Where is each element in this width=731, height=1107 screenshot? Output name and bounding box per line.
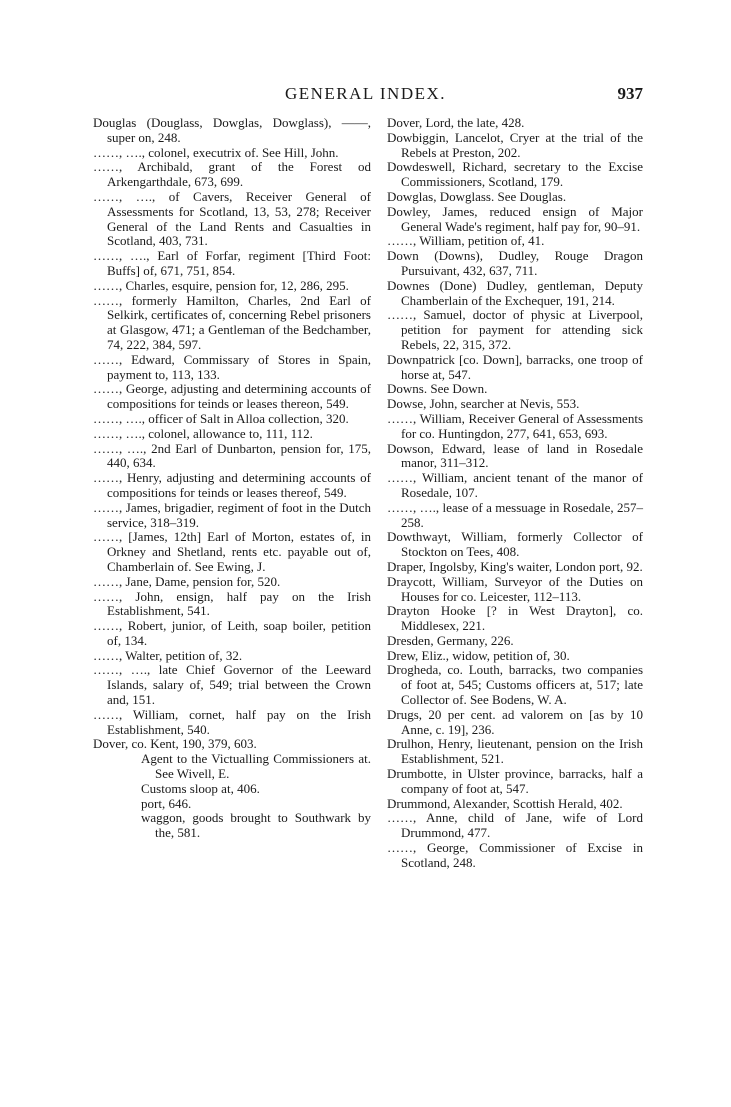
index-entry: Dowglas, Dowglass. See Douglas. <box>387 188 567 204</box>
index-entry: Drumbotte, in Ulster province, barracks, half a company of foot at, 547. <box>387 766 643 796</box>
index-entry: Drogheda, co. Louth, barracks, two companies of foot at, 545; Customs officers at, 517; late Collector of. See Bodens, W. A. <box>387 662 643 708</box>
index-entry: ……, George, Commissioner of Excise in Scotland, 248. <box>387 840 643 870</box>
index-entry: ……, John, ensign, half pay on the Irish Establishment, 541. <box>93 588 371 619</box>
index-entry: Draycott, William, Surveyor of the Duties on Houses for co. Leicester, 112–113. <box>387 573 643 604</box>
index-entry: Drayton Hooke [? in West Drayton], co. Middlesex, 221. <box>387 603 643 634</box>
index-entry: Dowson, Edward, lease of land in Rosedale manor, 311–312. <box>387 440 643 471</box>
index-entry: Douglas (Douglass, Dowglas, Dowglass), ——, super on, 248. <box>93 115 371 145</box>
index-entry: ……, formerly Hamilton, Charles, 2nd Earl of Selkirk, certificates of, concerning Rebel prisoners at Glasgow, 471; a Gentleman of the Bedchamber, 74, 222, 384, 597. <box>93 292 371 352</box>
index-entry: ……, Charles, esquire, pension for, 12, 286, 295. <box>93 277 349 293</box>
index-entry: ……, George, adjusting and determining accounts of compositions for teinds or leases thereon, 549. <box>93 381 371 412</box>
index-entry: ……, …., officer of Salt in Alloa collection, 320. <box>93 410 349 426</box>
index-entry: ……, Anne, child of Jane, wife of Lord Drummond, 477. <box>387 810 643 841</box>
index-subentry: waggon, goods brought to Southwark by the, 581. <box>141 810 371 841</box>
index-entry: ……, [James, 12th] Earl of Morton, estates of, in Orkney and Shetland, rents etc. payable out of, Chamberlain of. See Ewing, J. <box>93 529 371 574</box>
index-entry: Drugs, 20 per cent. ad valorem on [as by 10 Anne, c. 19], 236. <box>387 706 643 737</box>
index-entry: Drew, Eliz., widow, petition of, 30. <box>387 647 570 663</box>
index-entry: ……, William, Receiver General of Assessments for co. Huntingdon, 277, 641, 653, 693. <box>387 410 643 441</box>
index-entry: ……, Henry, adjusting and determining accounts of compositions for teinds or leases thereof, 549. <box>93 470 371 500</box>
index-entry: ……, Archibald, grant of the Forest od Arkengarthdale, 673, 699. <box>93 159 371 190</box>
page-header <box>0 84 731 108</box>
running-title: GENERAL INDEX. <box>284 84 447 103</box>
page-number: 937 <box>617 84 643 103</box>
index-entry: Dowdeswell, Richard, secretary to the Excise Commissioners, Scotland, 179. <box>387 159 643 190</box>
index-entry: ……, William, ancient tenant of the manor of Rosedale, 107. <box>387 470 643 500</box>
index-entry: Downes (Done) Dudley, gentleman, Deputy Chamberlain of the Exchequer, 191, 214. <box>387 277 643 308</box>
index-entry: ……, James, brigadier, regiment of foot in the Dutch service, 318–319. <box>93 499 371 530</box>
index-subentry: port, 646. <box>141 795 192 811</box>
index-entry: Dover, co. Kent, 190, 379, 603. <box>93 736 257 752</box>
index-entry: ……, …., late Chief Governor of the Leeward Islands, salary of, 549; trial between the Crown and, 151. <box>93 662 371 708</box>
index-subentry: Customs sloop at, 406. <box>141 780 260 796</box>
index-entry: ……, …., of Cavers, Receiver General of Assessments for Scotland, 13, 53, 278; Receiver General of the Land Rents and Casualties in Scotland, 403, 731. <box>93 188 371 249</box>
index-entry: ……, …., lease of a messuage in Rosedale, 257–258. <box>387 499 643 530</box>
right-index-column <box>387 116 643 871</box>
index-entry: Drummond, Alexander, Scottish Herald, 402. <box>387 795 623 811</box>
index-entry: ……, …., 2nd Earl of Dunbarton, pension for, 175, 440, 634. <box>93 440 371 471</box>
index-entry: ……, …., colonel, allowance to, 111, 112. <box>93 425 313 441</box>
index-entry: Downs. See Down. <box>387 381 488 397</box>
index-entry: Dowley, James, reduced ensign of Major General Wade's regiment, half pay for, 90–91. <box>387 203 643 234</box>
index-entry: Dowthwayt, William, formerly Collector of Stockton on Tees, 408. <box>387 529 643 560</box>
left-index-column <box>93 116 371 841</box>
index-entry: ……, Walter, petition of, 32. <box>93 647 243 663</box>
index-entry: ……, Edward, Commissary of Stores in Spain, payment to, 113, 133. <box>93 351 371 382</box>
index-entry: Dresden, Germany, 226. <box>387 632 514 648</box>
index-entry: ……, Samuel, doctor of physic at Liverpool, petition for payment for attending sick Rebels, 22, 315, 372. <box>387 307 643 352</box>
index-entry: ……, …., colonel, executrix of. See Hill, John. <box>93 144 339 160</box>
index-entry: ……, …., Earl of Forfar, regiment [Third Foot: Buffs] of, 671, 751, 854. <box>93 248 371 278</box>
index-entry: ……, Robert, junior, of Leith, soap boiler, petition of, 134. <box>93 618 371 648</box>
index-entry: ……, William, cornet, half pay on the Irish Establishment, 540. <box>93 706 371 737</box>
index-entry: Dowse, John, searcher at Nevis, 553. <box>387 396 580 412</box>
index-entry: Down (Downs), Dudley, Rouge Dragon Pursuivant, 432, 637, 711. <box>387 248 643 278</box>
index-entry: Dover, Lord, the late, 428. <box>387 115 525 130</box>
index-entry: Downpatrick [co. Down], barracks, one troop of horse at, 547. <box>387 351 643 382</box>
index-entry: Dowbiggin, Lancelot, Cryer at the trial of the Rebels at Preston, 202. <box>387 129 643 160</box>
index-entry: Draper, Ingolsby, King's waiter, London port, 92. <box>387 558 643 574</box>
index-entry: ……, Jane, Dame, pension for, 520. <box>93 573 281 589</box>
index-subentry: Agent to the Victualling Commissioners at. See Wivell, E. <box>141 751 371 782</box>
index-entry: ……, William, petition of, 41. <box>387 233 545 249</box>
index-entry: Drulhon, Henry, lieutenant, pension on the Irish Establishment, 521. <box>387 736 643 767</box>
